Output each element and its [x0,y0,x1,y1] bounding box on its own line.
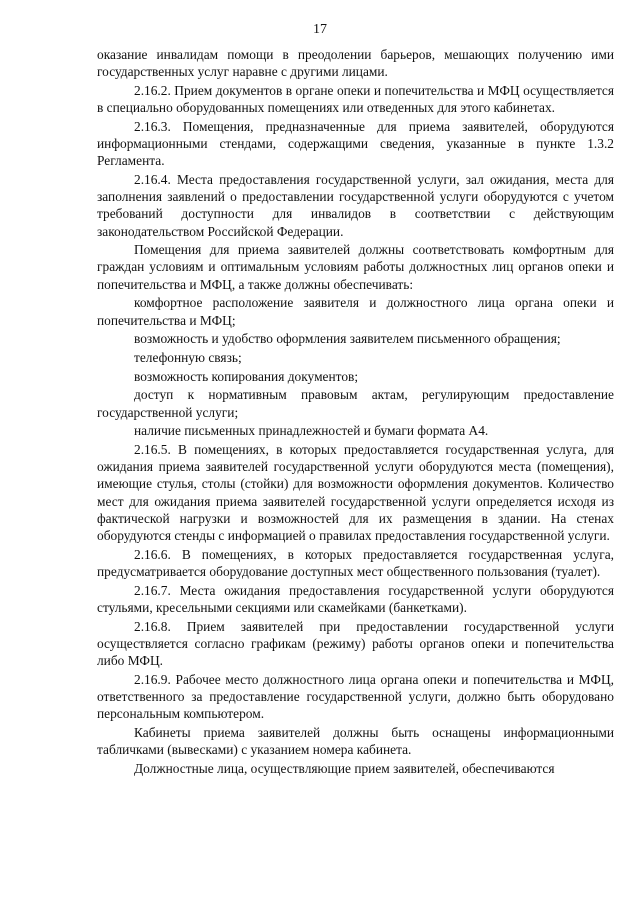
paragraph: возможность и удобство оформления заявителем письменного обращения; [134,331,561,347]
paragraph: Кабинеты приема заявителей должны быть оснащены информационными табличками (вывесками) с указанием номера кабинета. [97,724,614,757]
paragraph: 2.16.8. Прием заявителей при предоставлении государственной услуги осуществляется согласно графикам (режиму) работы органов опеки и попечительства либо МФЦ. [97,618,614,668]
paragraph: 2.16.7. Места ожидания предоставления государственной услуги оборудуются стульями, кресельными секциями или скамейками (банкетками). [97,582,614,615]
document-body [97,46,614,777]
paragraph: возможность копирования документов; [134,368,359,384]
paragraph: Должностные лица, осуществляющие прием заявителей, обеспечиваются [134,760,555,776]
paragraph: комфортное расположение заявителя и должностного лица органа опеки и попечительства и МФЦ; [97,295,614,328]
paragraph: 2.16.4. Места предоставления государственной услуги, зал ожидания, места для заполнения заявлений о предоставлении государственной услуги оборудуются с учетом требований доступности для инвалидов в соответствии с действующим законодательством Российской Федерации. [97,171,614,239]
paragraph: наличие письменных принадлежностей и бумаги формата А4. [134,423,489,439]
paragraph: 2.16.6. В помещениях, в которых предоставляется государственная услуга, предусматривается оборудование доступных мест общественного пользования (туалет). [97,546,614,579]
paragraph: 2.16.2. Прием документов в органе опеки и попечительства и МФЦ осуществляется в специально оборудованных помещениях или отведенных для этого кабинетах. [97,82,614,116]
paragraph: 2.16.5. В помещениях, в которых предоставляется государственная услуга, для ожидания приема заявителей государственной услуги оборудуются места (помещения), имеющие стулья, столы (стойки) для возможности оформления документов. Количество мест для ожидания приема заявителей государственной услуги определяется исходя из фактической нагрузки и возможностей для их размещения в здании. На стенах оборудуются стенды с информацией о правилах предоставления государственной услуги. [97,441,614,543]
paragraph: Помещения для приема заявителей должны соответствовать комфортным для граждан условиям и оптимальным условиям работы должностных лиц органов опеки и попечительства и МФЦ, а также должны обеспечивать: [97,242,614,292]
page-number: 17 [313,22,327,37]
paragraph: 2.16.3. Помещения, предназначенные для приема заявителей, оборудуются информационными стендами, содержащими сведения, указанные в пункте 1.3.2 Регламента. [97,118,614,169]
paragraph: 2.16.9. Рабочее место должностного лица органа опеки и попечительства и МФЦ, ответственного за предоставление государственной услуги, должно быть оборудовано персональным компьютером. [97,671,614,722]
paragraph: оказание инвалидам помощи в преодолении барьеров, мешающих получению ими государственных услуг наравне с другими лицами. [97,47,614,80]
paragraph: телефонную связь; [134,349,242,365]
paragraph: доступ к нормативным правовым актам, регулирующим предоставление государственной услуги; [97,387,614,420]
